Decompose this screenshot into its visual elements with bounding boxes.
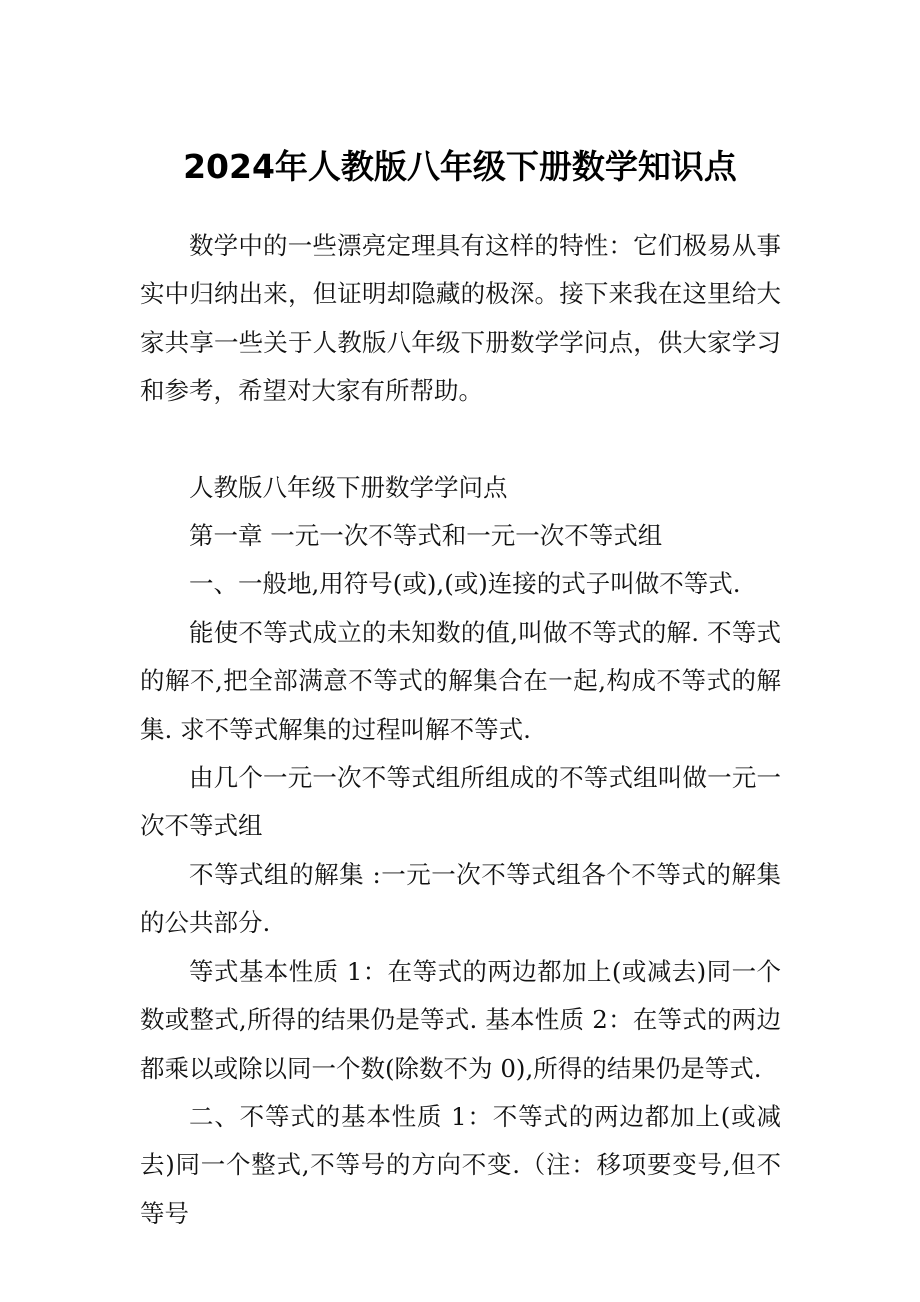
definition-system-solution: 不等式组的解集 :一元一次不等式组各个不等式的解集的公共部分. <box>140 859 781 938</box>
equation-properties: 等式基本性质 1：在等式的两边都加上(或减去)同一个数或整式,所得的结果仍是等式. 基本性质 2：在等式的两边都乘以或除以同一个数(除数不为 0),所得的结果仍是等式. <box>140 956 781 1083</box>
intro-paragraph: 数学中的一些漂亮定理具有这样的特性：它们极易从事实中归纳出来，但证明却隐藏的极深。接下来我在这里给大家共享一些关于人教版八年级下册数学学问点，供大家学习和参考，希望对大家有所帮助。 <box>140 231 781 406</box>
paragraph-spacer <box>140 416 781 464</box>
definition-solution-set: 能使不等式成立的未知数的值,叫做不等式的解. 不等式的解不,把全部满意不等式的解集合在一起,构成不等式的解集. 求不等式解集的过程叫解不等式. <box>140 617 781 744</box>
definition-inequality: 一、一般地,用符号(或),(或)连接的式子叫做不等式. <box>189 569 741 599</box>
section-heading: 人教版八年级下册数学学问点 <box>189 472 508 502</box>
document-title: 2024年人教版八年级下册数学知识点 <box>183 147 737 186</box>
chapter-heading: 第一章 一元一次不等式和一元一次不等式组 <box>189 521 663 551</box>
document-body <box>140 222 781 1238</box>
inequality-properties: 二、不等式的基本性质 1：不等式的两边都加上(或减去)同一个整式,不等号的方向不变.（注：移项要变号,但不等号 <box>140 1101 781 1228</box>
definition-inequality-system: 由几个一元一次不等式组所组成的不等式组叫做一元一次不等式组 <box>140 763 781 841</box>
